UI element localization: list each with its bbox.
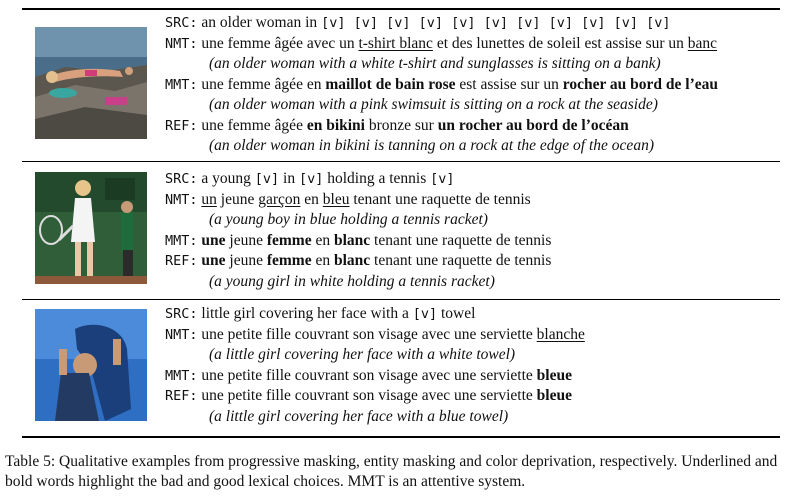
table-caption: Table 5: Qualitative examples from progressive masking, entity masking and color deprivation, respectively. Underlined and bold words highlight the bad and good lexical choices. MMT is an attentive system. [5,453,778,490]
example-3-translations [165,304,585,427]
nmt-line: NMT: un jeune garçon en bleu tenant une raquette de tennis [165,190,531,208]
table-row-separator [22,299,780,300]
mmt-line: MMT: une jeune femme en blanc tenant une raquette de tennis [165,231,552,249]
nmt-gloss: (an older woman with a white t-shirt and sunglasses is sitting on a bank) [209,55,661,72]
table-top-rule [22,8,780,10]
photo-tennis-player [35,172,147,284]
example-2-translations [165,169,551,292]
ref-gloss: (a little girl covering her face with a blue towel) [209,407,509,425]
mmt-line: MMT: une femme âgée en maillot de bain rose est assise sur un rocher au bord de l’eau [165,75,719,93]
ref-gloss: (an older woman in bikini is tanning on a rock at the edge of the ocean) [209,137,654,154]
mask-tokens: [v] [v] [v] [v] [v] [v] [v] [v] [v] [v] [v] [321,15,671,31]
ref-line: REF: une jeune femme en blanc tenant une raquette de tennis [165,252,552,269]
mmt-gloss: (an older woman with a pink swimsuit is sitting on a rock at the seaside) [209,96,658,113]
nmt-line: NMT: une femme âgée avec un t-shirt blanc et des lunettes de soleil est assise sur un banc [165,34,718,52]
src-line: SRC: a young [v] in [v] holding a tennis [v] [165,170,455,187]
photo-woman-on-rocks [35,27,147,139]
photo-girl-with-towel [35,309,147,421]
ref-line: REF: une petite fille couvrant son visage avec une serviette bleue [165,387,572,404]
table-row-separator [22,161,780,162]
table-bottom-rule [22,436,780,438]
ref-gloss: (a young girl in white holding a tennis racket) [209,272,495,290]
nmt-gloss: (a little girl covering her face with a white towel) [209,346,516,363]
src-line: SRC: an older woman in [v] [v] [v] [v] [v] [v] [v] [v] [v] [v] [v] [165,14,671,31]
ref-line: REF: une femme âgée en bikini bronze sur un rocher au bord de l’océan [165,116,629,134]
example-1-translations [165,13,718,157]
src-line: SRC: little girl covering her face with a [v] towel [165,305,476,322]
nmt-line: NMT: une petite fille couvrant son visage avec une serviette blanche [165,325,585,343]
mmt-line: MMT: une petite fille couvrant son visage avec une serviette bleue [165,366,572,384]
nmt-gloss: (a young boy in blue holding a tennis racket) [209,211,488,228]
